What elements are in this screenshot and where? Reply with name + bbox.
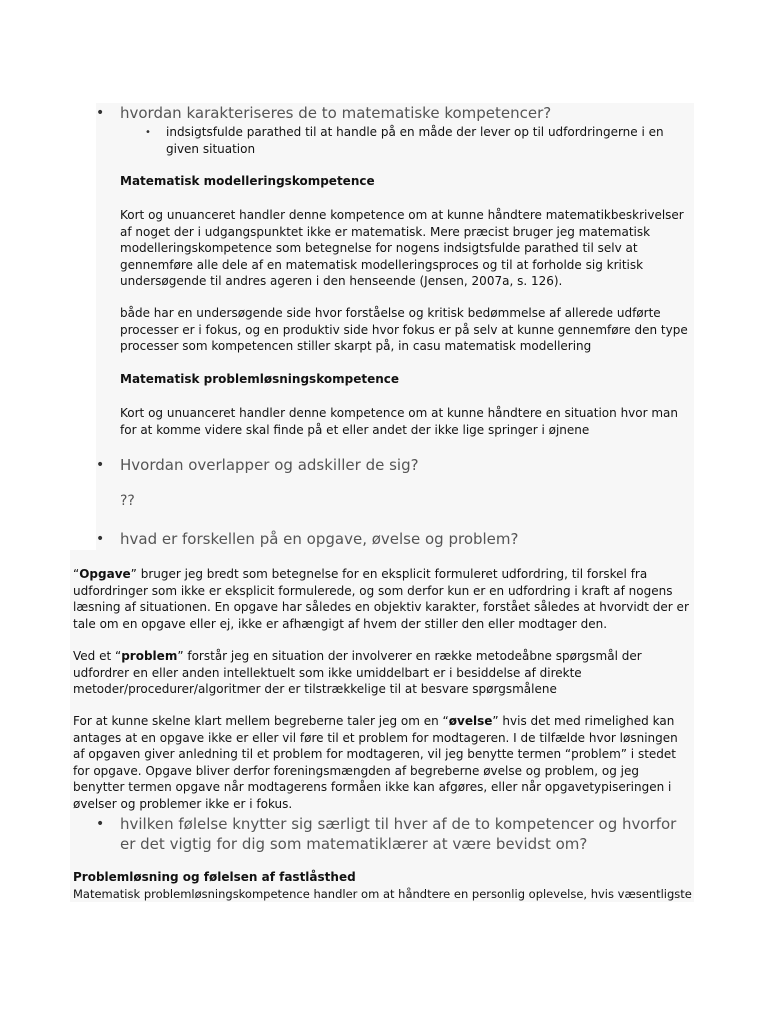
q1-sub-bullet-text: indsigtsfulde parathed til at handle på en måde der lever op til udfordringerne i en given situation	[166, 125, 664, 156]
opgave-text: ” bruger jeg bredt som betegnelse for en eksplicit formuleret udfordring, til forskel fra udfordringer som ikke er eksplicit formulerede, og som derfor kun er en udfordring i kraft af nogens læsning af situationen. En opgave har således en objektiv karakter, forstået således at hvorvidt der er tale om en opgave eller ej, ikke er afhængigt af hvem der stiller den eller modtager den.	[73, 567, 689, 631]
modelling-paragraph-2: både har en undersøgende side hvor forståelse og kritisk bedømmelse af allerede udførte processer er i fokus, og en produktiv side hvor fokus er på selv at kunne gennemføre den type processer som kompetencen stiller skarpt på, in casu matematisk modellering	[120, 306, 688, 353]
opgave-term: Opgave	[79, 567, 131, 581]
bullet-q1: •	[96, 105, 105, 121]
ovelse-paragraph	[73, 713, 693, 812]
modelling-heading: Matematisk modelleringskompetence	[120, 174, 375, 188]
problem-lead: Ved et “	[73, 649, 122, 663]
bullet-q4: •	[96, 816, 105, 832]
ovelse-text: ” hvis det med rimelighed kan antages at en opgave ikke er eller vil føre til et problem for modtageren. I de tilfælde hvor løsningen af opgaven giver anledning til et problem for modtageren, vil jeg benytte termen “problem” i stedet for opgave. Opgave bliver derfor foreningsmængden af begreberne øvelse og problem, og jeg benytter termen opgave når modtagerens formåen ikke kan afgøres, eller når opgavetypiseringen i øvelser og problemer ikke er i fokus.	[73, 714, 678, 811]
sub-bullet-q1: •	[145, 127, 151, 138]
opgave-paragraph	[73, 566, 693, 632]
modelling-paragraph-1: Kort og unuanceret handler denne kompetence om at kunne håndtere matematikbeskrivelser af noget der i udgangspunktet ikke er matematisk. Mere præcist bruger jeg matematisk modelleringskompetence som betegnelse for nogens indsigtsfulde parathed til selv at gennemføre alle dele af en matematisk modelleringsproces og til at forholde sig kritisk undersøgende til andres ageren i den henseende (Jensen, 2007a, s. 126).	[120, 208, 684, 288]
problem-solving-feeling-heading: Problemløsning og følelsen af fastlåsthed	[73, 870, 356, 884]
question-2-title: Hvordan overlapper og adskiller de sig?	[120, 456, 419, 474]
question-1-title: hvordan karakteriseres de to matematiske kompetencer?	[120, 104, 552, 122]
bullet-q3: •	[96, 531, 105, 547]
problem-text: ” forstår jeg en situation der involverer en række metodeåbne spørgsmål der udfordrer en eller anden intellektuelt som ikke umiddelbart er i besiddelse af direkte metoder/procedurer/algoritmer der er tilstrækkelige til at besvare spørgsmålene	[73, 649, 642, 696]
opgave-open-quote: “	[73, 567, 80, 581]
question-3-title: hvad er forskellen på en opgave, øvelse og problem?	[120, 530, 519, 548]
question-2-answer: ??	[120, 493, 135, 509]
problem-solving-paragraph: Kort og unuanceret handler denne kompetence om at kunne håndtere en situation hvor man for at komme videre skal finde på et eller andet der ikke lige springer i øjnene	[120, 406, 679, 437]
problem-solving-heading: Matematisk problemløsningskompetence	[120, 372, 399, 386]
problem-solving-feeling-text: Matematisk problemløsningskompetence handler om at håndtere en personlig oplevelse, hvis væsentligste	[73, 887, 692, 901]
problem-term: problem	[121, 649, 178, 663]
ovelse-lead: For at kunne skelne klart mellem begreberne taler jeg om en “	[73, 714, 449, 728]
bullet-q2: •	[96, 457, 105, 473]
question-4-title: hvilken følelse knytter sig særligt til hver af de to kompetencer og hvorfor er det vigtig for dig som matematiklærer at være bevidst om?	[120, 815, 677, 853]
ovelse-term: øvelse	[448, 714, 493, 728]
problem-paragraph	[73, 648, 693, 698]
